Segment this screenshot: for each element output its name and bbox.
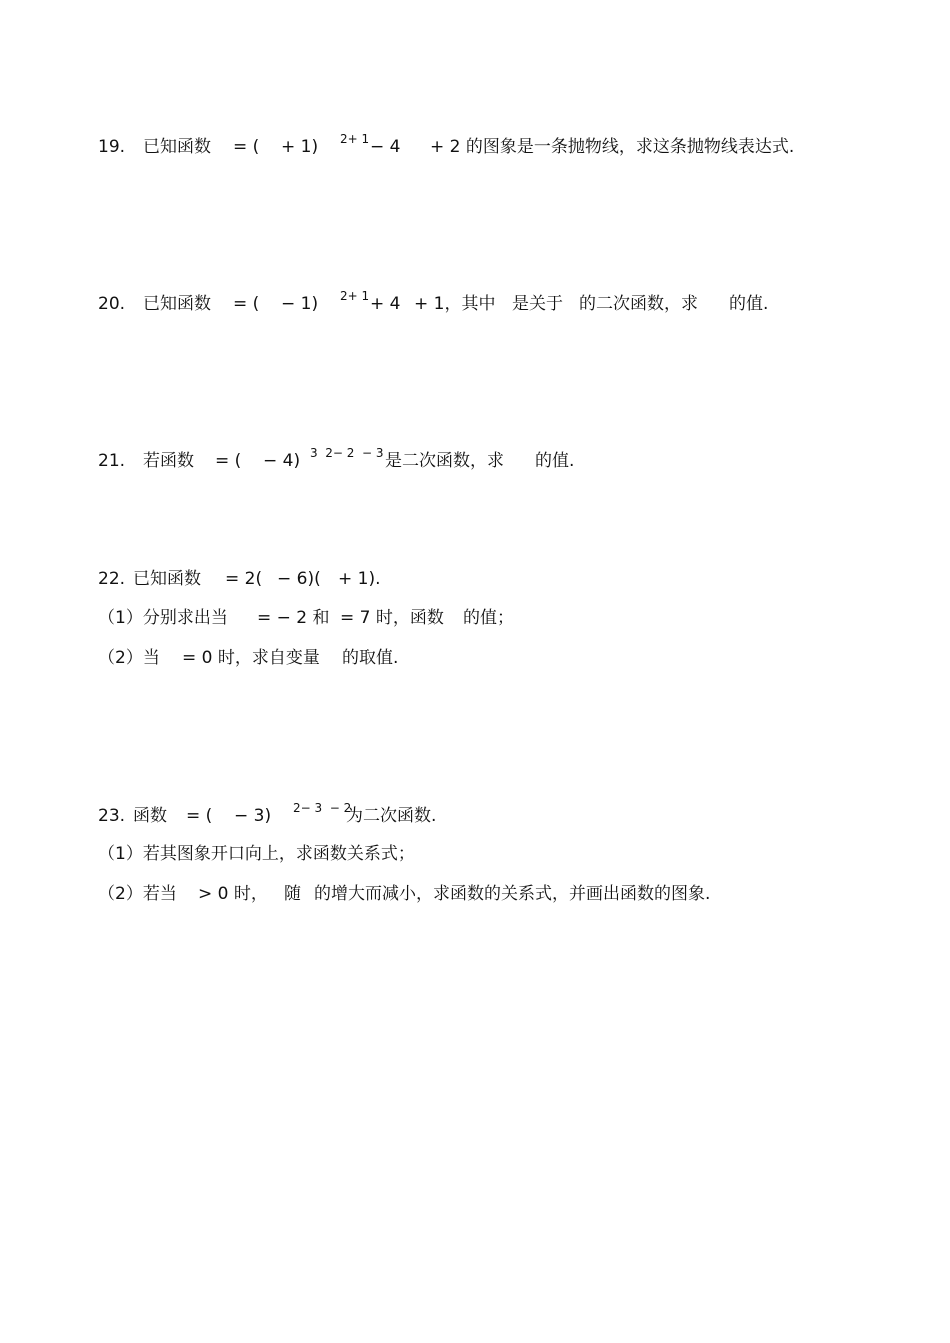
problem-21-text: 的值. xyxy=(535,451,575,471)
problem-20-text: 已知函数 xyxy=(143,294,211,314)
problem-21-math: − 4) xyxy=(263,451,301,471)
problem-21-text: 若函数 xyxy=(143,451,194,471)
problem-23-part-1 xyxy=(0,841,415,867)
problem-22-number: 22. xyxy=(98,569,126,589)
problem-23-text: 函数 xyxy=(133,806,167,826)
problem-23-part-2-math: > 0 时， xyxy=(198,884,268,904)
problem-22-text: 已知函数 xyxy=(133,569,201,589)
problem-20-text: + 1，其中 xyxy=(414,294,496,314)
problem-21-text: 是二次函数，求 xyxy=(385,451,504,471)
problem-19-math: − 4 xyxy=(370,137,401,157)
problem-20-math: + 4 xyxy=(370,294,401,314)
problem-23-text: 为二次函数. xyxy=(346,806,437,826)
problem-22-math: = 2( xyxy=(225,569,263,589)
problem-19-exponent: 2+ 1 xyxy=(340,132,370,146)
problem-19-number: 19. xyxy=(98,137,126,157)
problem-20-math: − 1) xyxy=(281,294,319,314)
problem-20-number: 20. xyxy=(98,294,126,314)
problem-19-math: + 1) xyxy=(281,137,319,157)
problem-22-part-2-text: （2）当 xyxy=(98,648,160,668)
problem-22-math: − 6)( xyxy=(277,569,321,589)
problem-21-math: = ( xyxy=(215,451,242,471)
problem-21-number: 21. xyxy=(98,451,126,471)
problem-22-part-1-text: （1）分别求出当 xyxy=(98,608,228,628)
problem-20-exponent: 2+ 1 xyxy=(340,289,370,303)
problem-21-exponent: 3 2− 2 − 3 xyxy=(310,446,384,460)
problem-19-line xyxy=(0,132,795,160)
problem-20-text: 的值. xyxy=(729,294,769,314)
problem-22-part-2-math: = 0 时，求自变量 xyxy=(182,648,320,668)
problem-19-text: 已知函数 xyxy=(143,137,211,157)
problem-22-part-1-text: 的值； xyxy=(463,608,514,628)
problem-22-part-1-math: = 7 时，函数 xyxy=(340,608,444,628)
problem-20-text: 是关于 xyxy=(512,294,563,314)
problem-23-part-2-text: （2）若当 xyxy=(98,884,177,904)
problem-22-part-2-text: 的取值. xyxy=(342,648,399,668)
problem-23-part-2 xyxy=(0,881,711,907)
problem-19-text: + 2 的图象是一条抛物线，求这条抛物线表达式. xyxy=(430,137,795,157)
problem-20-math: = ( xyxy=(233,294,260,314)
problem-22-math: + 1). xyxy=(338,569,381,589)
problem-22-part-1 xyxy=(0,605,514,631)
problem-23-line xyxy=(0,801,437,829)
problem-20-line xyxy=(0,289,769,317)
problem-23-math: = ( xyxy=(186,806,213,826)
problem-23-exponent: 2− 3 − 2 xyxy=(293,801,352,815)
problem-19-math: = ( xyxy=(233,137,260,157)
problem-22-line xyxy=(0,566,381,592)
problem-23-math: − 3) xyxy=(234,806,272,826)
problem-20-text: 的二次函数，求 xyxy=(579,294,698,314)
problem-23-number: 23. xyxy=(98,806,126,826)
problem-23-part-2-text: 的增大而减小，求函数的关系式，并画出函数的图象. xyxy=(314,884,711,904)
problem-23-part-1-text: （1）若其图象开口向上，求函数关系式； xyxy=(98,844,415,864)
problem-22-part-2 xyxy=(0,645,399,671)
problem-22-part-1-math: = − 2 和 xyxy=(257,608,330,628)
problem-23-part-2-text: 随 xyxy=(284,884,301,904)
problem-21-line xyxy=(0,446,575,474)
